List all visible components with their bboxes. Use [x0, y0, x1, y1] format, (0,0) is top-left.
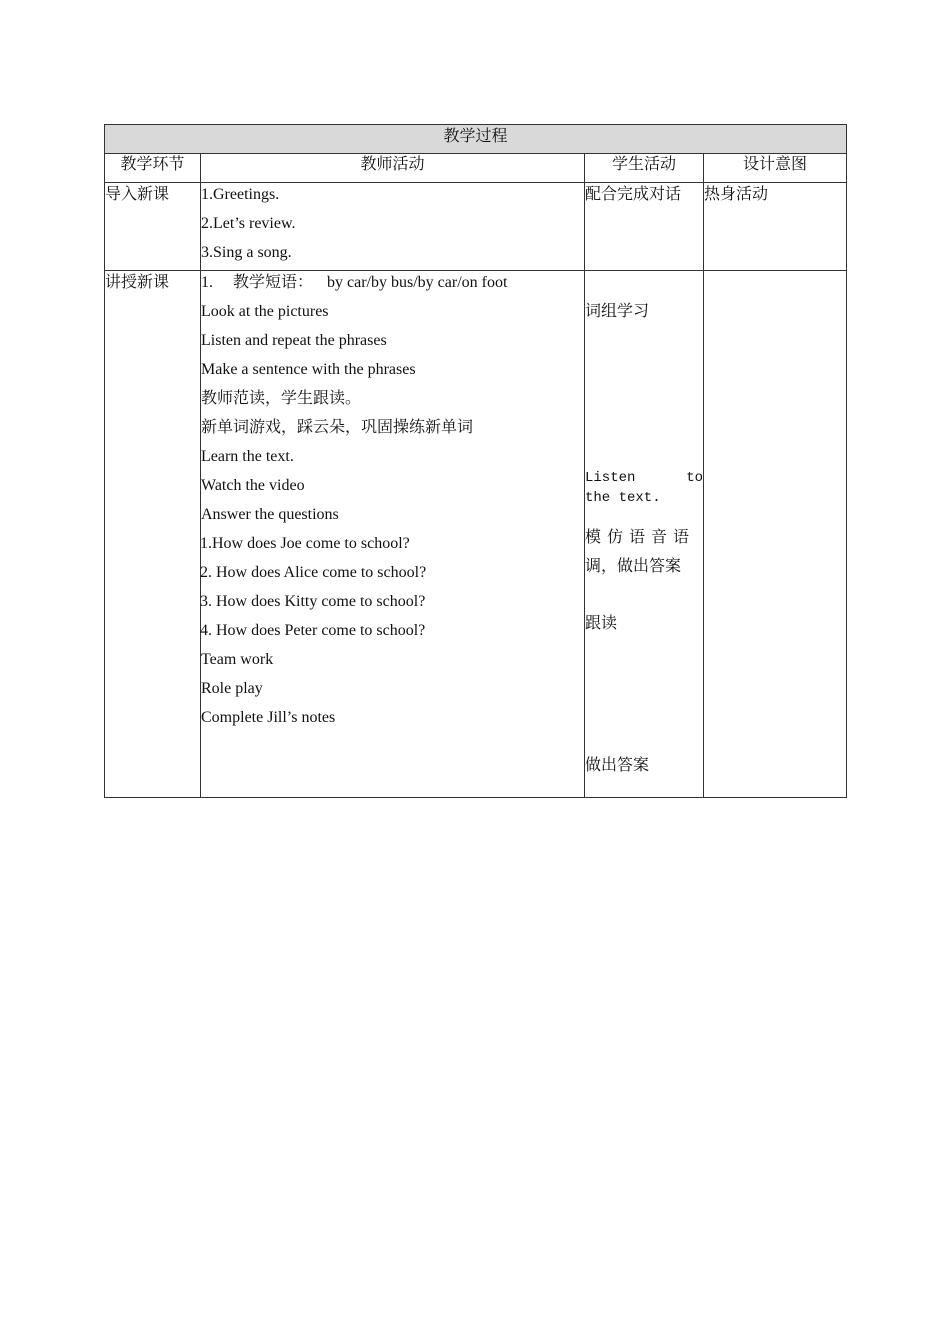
- teacher-step: 教师范读，学生跟读。: [201, 390, 362, 407]
- question-item: 4. How does Peter come to school?: [200, 622, 426, 639]
- table-row: [105, 183, 847, 271]
- teaching-process-table: [104, 124, 847, 798]
- header-student-activity: 学生活动: [585, 154, 704, 183]
- design-intent: [704, 271, 846, 300]
- student-activity: 词组学习: [585, 303, 650, 320]
- student-activity: 跟读: [585, 615, 618, 632]
- student-activity-cell: [585, 271, 704, 798]
- teacher-step: Answer the questions: [201, 506, 339, 523]
- student-activity: 调，做出答案: [585, 558, 682, 575]
- student-activity: 模仿语音语: [585, 529, 696, 546]
- question-item: 1.How does Joe come to school?: [200, 535, 410, 552]
- header-teacher-activity: 教师活动: [201, 154, 585, 183]
- teacher-step: 2.Let’s review.: [201, 215, 296, 232]
- stage-cell: [105, 271, 201, 798]
- question-item: 2. How does Alice come to school?: [200, 564, 427, 581]
- step-number: 1.: [201, 274, 213, 291]
- teacher-activity-cell: [201, 271, 585, 798]
- teacher-step: 1.Greetings.: [201, 186, 280, 203]
- student-activity: 配合完成对话: [585, 186, 682, 203]
- header-stage: 教学环节: [105, 154, 201, 183]
- teacher-activity-cell: [201, 183, 585, 271]
- question-item: 3. How does Kitty come to school?: [200, 593, 426, 610]
- teacher-step: 新单词游戏，踩云朵，巩固操练新单词: [201, 419, 474, 436]
- teacher-step: Team work: [201, 651, 274, 668]
- design-intent-cell: [704, 271, 847, 798]
- teacher-step: Make a sentence with the phrases: [201, 361, 416, 378]
- table-row: [105, 271, 847, 798]
- student-activity-listen-cont: the text.: [585, 490, 661, 506]
- teacher-step: Complete Jill’s notes: [201, 709, 336, 726]
- table-title: 教学过程: [105, 125, 847, 154]
- stage-label: 导入新课: [105, 186, 170, 203]
- stage-label: 讲授新课: [105, 274, 170, 291]
- header-design-intent: 设计意图: [704, 154, 847, 183]
- student-activity: 做出答案: [585, 757, 650, 774]
- design-intent-cell: [704, 183, 847, 271]
- stage-cell: [105, 183, 201, 271]
- student-activity-listen: Listen to: [585, 470, 703, 486]
- teacher-step: Learn the text.: [201, 448, 294, 465]
- design-intent: 热身活动: [704, 186, 769, 203]
- student-activity-cell: [585, 183, 704, 271]
- teacher-step: Role play: [201, 680, 263, 697]
- step-label: 教学短语：: [233, 274, 314, 291]
- teacher-step-phrases: [201, 271, 584, 300]
- teacher-step: Listen and repeat the phrases: [201, 332, 387, 349]
- teacher-step: 3.Sing a song.: [201, 244, 292, 261]
- teacher-step: Look at the pictures: [201, 303, 329, 320]
- teacher-step: Watch the video: [201, 477, 305, 494]
- step-phrase: by car/by bus/by car/on foot: [327, 274, 508, 291]
